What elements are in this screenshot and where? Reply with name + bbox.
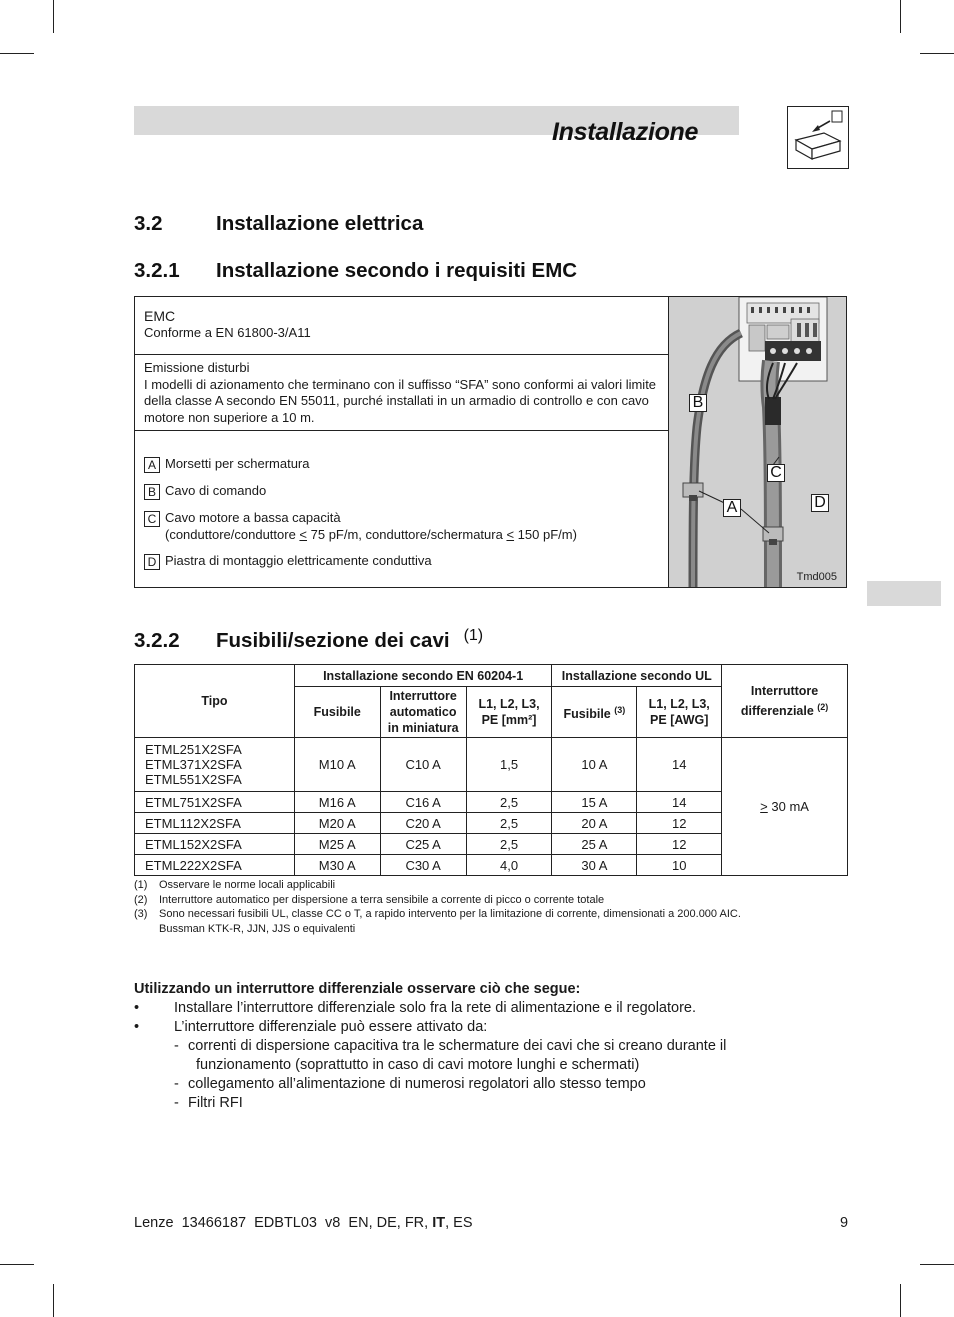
legend-key: C (144, 511, 160, 527)
col-header-ul: Installazione secondo UL (552, 665, 722, 687)
photo-label-c: C (767, 464, 785, 482)
col-header-fusibile: Fusibile (294, 687, 380, 738)
footnote-text: Interruttore automatico per dispersione a terra sensibile a corrente di picco o corrente totale (159, 893, 605, 906)
section-title: Installazione secondo i requisiti EMC (216, 259, 578, 282)
footnote-ref: (3) (614, 704, 626, 715)
awg-cell: 12 (637, 834, 722, 855)
mm2-cell: 2,5 (466, 834, 552, 855)
legend-item (144, 553, 659, 570)
legend-row (135, 431, 668, 587)
sub-text-line1: correnti di dispersione capacitiva tra le schermature dei cavi che si creano durante il (188, 1038, 727, 1054)
crop-mark (53, 0, 54, 33)
awg-cell: 14 (637, 792, 722, 813)
dash-mark: - (174, 1038, 179, 1054)
awg-cell: 14 (637, 738, 722, 792)
photo-caption: Tmd005 (796, 571, 837, 583)
legend-text-line2: 150 pF/m) (514, 526, 577, 542)
photo-illustration (669, 297, 846, 587)
mm2-cell: 4,0 (466, 855, 552, 876)
page-title: Installazione (552, 118, 699, 146)
col-header-mcb: Interruttore automatico in miniatura (380, 687, 466, 738)
photo-label-b: B (689, 394, 707, 412)
model-name: ETML251X2SFA (145, 742, 242, 757)
crop-mark (900, 0, 901, 33)
awg-cell: 12 (637, 813, 722, 834)
section-title: Installazione elettrica (216, 212, 424, 235)
footnote-number: (1) (134, 879, 148, 891)
footnote-ref: (2) (817, 701, 829, 712)
awg-cell: 10 (637, 855, 722, 876)
table-header-row (135, 665, 848, 687)
mcb-cell: C10 A (380, 738, 466, 792)
instructions-lead: Utilizzando un interruttore differenziale osservare ciò che segue: (134, 981, 581, 997)
footnote (134, 893, 834, 908)
sub-item (134, 1094, 834, 1113)
sub-text: Filtri RFI (188, 1095, 243, 1111)
mcb-cell: C25 A (380, 834, 466, 855)
diff-cell (722, 738, 848, 876)
photo-label-a: A (723, 499, 741, 517)
section-heading-3-2 (134, 212, 423, 236)
emc-box (134, 296, 847, 588)
chapter-tab (867, 581, 941, 606)
legend-item (144, 483, 659, 500)
mcb-cell: C20 A (380, 813, 466, 834)
footnote-text-line1: Sono necessari fusibili UL, classe CC o T, a rapido intervento per la limitazione di corrente, dimensionati a 200.000 AIC. (159, 908, 741, 920)
col-header-tipo: Tipo (135, 665, 295, 738)
legend-item (144, 456, 659, 473)
footnote-text: Osservare le norme locali applicabili (159, 879, 336, 891)
emc-title: EMC (144, 308, 176, 324)
less-equal-sign: < (299, 526, 308, 542)
installation-photo (669, 297, 846, 587)
legend-key: D (144, 554, 160, 570)
fuse-cell: M20 A (294, 813, 380, 834)
legend-text-line2: (conduttore/conduttore (165, 526, 300, 542)
footnote-number: (3) (134, 908, 148, 920)
ul-fuse-cell: 10 A (552, 738, 637, 792)
ul-fuse-cell: 30 A (552, 855, 637, 876)
photo-label-d: D (811, 494, 829, 512)
sub-text-line2: funzionamento (soprattutto in caso di cavi motore lunghi e schermati) (196, 1057, 640, 1073)
emission-text: I modelli di azionamento che terminano con il suffisso “SFA” sono conformi ai valori limite della classe A secondo EN 55011, purché installati in un armadio di controllo e con cavo motore non superiore a 10 m. (144, 376, 657, 425)
dash-mark: - (174, 1095, 179, 1111)
greater-equal-sign: > (760, 799, 768, 814)
legend-text: Cavo di comando (165, 483, 267, 498)
bullet-text: Installare l’interruttore differenziale solo fra la rete di alimentazione e il regolatore. (174, 1000, 697, 1016)
bullet-mark: • (134, 1000, 140, 1016)
col-header-awg: L1, L2, L3, PE [AWG] (637, 687, 722, 738)
sub-item (134, 1037, 834, 1075)
bullet-item (134, 1018, 834, 1037)
emission-row (135, 355, 668, 431)
fuse-cell: M25 A (294, 834, 380, 855)
section-number: 3.2 (134, 212, 163, 235)
sub-text (188, 1037, 726, 1075)
legend-text-line1: Cavo motore a bassa capacità (165, 510, 341, 525)
col-header-fusibile-ul (552, 687, 637, 738)
less-equal-sign: < (506, 526, 515, 542)
emc-row (135, 297, 668, 355)
page-number: 9 (840, 1215, 849, 1231)
bullet-text: L’interruttore differenziale può essere attivato da: (174, 1019, 488, 1035)
model-cell: ETML112X2SFA (135, 813, 295, 834)
footnote-number: (2) (134, 893, 148, 906)
col-header-mm2: L1, L2, L3, PE [mm²] (466, 687, 552, 738)
ul-fuse-cell: 20 A (552, 813, 637, 834)
legend-item (144, 510, 659, 543)
model-name: ETML551X2SFA (145, 772, 242, 787)
legend-key: B (144, 484, 160, 500)
mcb-cell: C30 A (380, 855, 466, 876)
legend-text: Piastra di montaggio elettricamente conduttiva (165, 553, 432, 568)
model-name: ETML371X2SFA (145, 757, 242, 772)
sub-item (134, 1075, 834, 1094)
section-title: Fusibili/sezione dei cavi (216, 629, 450, 652)
col-header-diff (722, 665, 848, 738)
section-number: 3.2.1 (134, 259, 180, 282)
legend-text (165, 510, 577, 543)
legend-text-line2: 75 pF/m, conduttore/schermatura (307, 526, 507, 542)
mcb-cell: C16 A (380, 792, 466, 813)
crop-mark (920, 53, 954, 54)
bullet-item (134, 999, 834, 1018)
ul-fuse-cell: 25 A (552, 834, 637, 855)
mm2-cell: 1,5 (466, 738, 552, 792)
fuse-cell: M10 A (294, 738, 380, 792)
model-cell: ETML152X2SFA (135, 834, 295, 855)
model-cell: ETML751X2SFA (135, 792, 295, 813)
dash-mark: - (174, 1076, 179, 1092)
fuse-cell: M30 A (294, 855, 380, 876)
emc-text: Conforme a EN 61800-3/A11 (144, 324, 311, 340)
crop-mark (53, 1284, 54, 1317)
crop-mark (900, 1284, 901, 1317)
crop-mark (920, 1264, 954, 1265)
col-header-diff-label: Interruttore differenziale (740, 683, 819, 719)
bullet-mark: • (134, 1019, 140, 1035)
crop-mark (0, 1264, 34, 1265)
mm2-cell: 2,5 (466, 792, 552, 813)
section-number: 3.2.2 (134, 629, 180, 652)
model-cell (135, 738, 295, 792)
footer-current-language: IT (432, 1215, 446, 1231)
rcd-instructions (134, 980, 834, 1113)
installation-icon (787, 106, 849, 169)
table-row (135, 738, 848, 792)
legend-text: Morsetti per schermatura (165, 456, 310, 471)
fuse-table (134, 664, 848, 876)
section-heading-3-2-2 (134, 629, 483, 653)
footer-doc-info (134, 1215, 473, 1231)
mm2-cell: 2,5 (466, 813, 552, 834)
footer-doc-text: Lenze 13466187 EDBTL03 v8 EN, DE, FR, (134, 1215, 433, 1231)
diff-value: 30 mA (767, 799, 809, 814)
crop-mark (0, 53, 34, 54)
section-heading-3-2-1 (134, 259, 577, 283)
footer-doc-text-end: , ES (445, 1215, 473, 1231)
sub-text: collegamento all’alimentazione di numerosi regolatori allo stesso tempo (188, 1076, 646, 1092)
footnote-ref: (1) (463, 627, 484, 644)
ul-fuse-cell: 15 A (552, 792, 637, 813)
footnote (134, 907, 834, 936)
col-header-fusibile-ul-label: Fusibile (563, 707, 611, 722)
legend-key: A (144, 457, 160, 473)
emc-text-column (135, 297, 669, 587)
col-header-en: Installazione secondo EN 60204-1 (294, 665, 552, 687)
emission-title: Emissione disturbi (144, 360, 250, 375)
model-cell: ETML222X2SFA (135, 855, 295, 876)
table-footnotes (134, 878, 834, 936)
footnote-text-line2: Bussman KTK-R, JJN, JJS o equivalenti (159, 922, 356, 935)
footnote-text (159, 907, 741, 936)
fuse-cell: M16 A (294, 792, 380, 813)
footnote (134, 878, 834, 893)
